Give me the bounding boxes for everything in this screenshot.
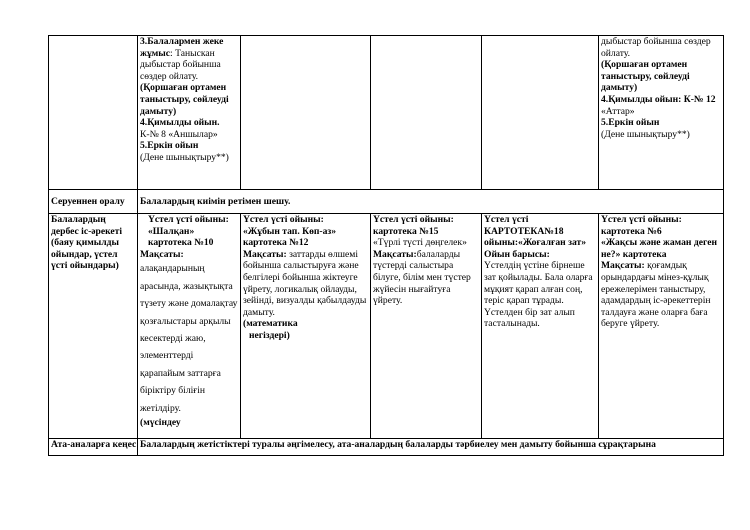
col5-area: (Қоршаған ортамен таныстыру, сөйлеуді дамыту) xyxy=(601,59,690,94)
act1-title3: картотека №10 xyxy=(148,237,214,249)
activity-col3 xyxy=(371,214,482,439)
act4-title1: Үстел үсті xyxy=(484,214,529,225)
act3-goal-label: Мақсаты: xyxy=(373,248,417,260)
col5-game4-text: «Аттар» xyxy=(601,105,635,117)
act2-area1: (математика xyxy=(243,318,298,330)
act5-goal-text: қоғамдық орындардағы мінез-құлық ережелерімен таныстыру, адамдардың іс-әрекеттерін талдауға және оларға баға беруге үйрету. xyxy=(601,260,711,330)
activity-col4 xyxy=(482,214,599,439)
act1-area: (мүсіндеу xyxy=(140,417,181,429)
col5-text1: дыбыстар бойынша сөздер ойлату. xyxy=(601,36,711,59)
game3-text: : Таныскан дыбыстар бойынша сөздер ойлату. xyxy=(140,47,221,82)
table-row-parents xyxy=(49,439,724,456)
col5-game4-title: 4.Қимылды ойын: К-№ 12 xyxy=(601,93,716,105)
act1-goal-label: Мақсаты: xyxy=(140,248,184,260)
activity-col5 xyxy=(599,214,724,439)
table-row-activity xyxy=(49,214,724,439)
cell-empty-col4 xyxy=(482,36,599,190)
cell-games-col5 xyxy=(599,36,724,190)
act4-process-label: Ойын барысы: xyxy=(484,248,550,260)
act3-title2: картотека №15 xyxy=(373,225,439,237)
act4-process-text: Үстелдің үстіне бірнеше зат қойылады. Бала оларға мұқият қарап алған соң, теріс қарап тұрады. Үстелден бір зат алып тасталынады. xyxy=(484,260,593,330)
cell-empty-label xyxy=(49,36,138,190)
act3-title3: «Түрлі түсті дөңгелек» xyxy=(373,237,467,249)
act2-goal-text: заттарды өлшемі бойынша салыстыруға және белгілері бойынша жіктеуге үйрету, логикалық ойлауды, зейінді, визуалды қабылдауды дамыту. xyxy=(243,248,367,318)
parents-text: Балалардың жетістіктері туралы әңгімелесу, ата-аналардың балаларды тәрбиелеу мен дамыту бойынша сұрақтарына xyxy=(138,439,724,456)
cell-games-col1 xyxy=(138,36,241,190)
act5-title3: «Жақсы және жаман деген не?» картотека xyxy=(601,237,717,260)
act3-goal-text: балаларды түстерді салыстыра білуге, білім мен түстер жүйесін нығайтуға үйрету. xyxy=(373,248,471,307)
act2-title2: «Жұбын тап. Көп-аз» xyxy=(243,225,337,237)
game4-title: 4.Қимылды ойын. xyxy=(140,117,220,129)
act2-area2: негіздері) xyxy=(249,329,290,341)
act5-goal-label: Мақсаты: xyxy=(601,260,645,272)
schedule-table xyxy=(48,35,724,456)
act1-title2: «Шалқан» xyxy=(148,225,195,237)
act1-title1: Үстел үсті ойыны: xyxy=(148,214,229,225)
table-row-games xyxy=(49,36,724,190)
col5-game5-title: 5.Еркін ойын xyxy=(601,117,660,129)
walk-text: Балалардың киімін ретімен шешу. xyxy=(138,190,724,214)
act1-goal-text: алақандарының арасында, жазықтықта түзету және домалақтау қозғалыстары арқылы кесектерді жаю, элементтерді қарапайым заттарға біріктіру біліғін жетілдіру. xyxy=(140,263,238,414)
act2-goal-label: Мақсаты: xyxy=(243,248,287,260)
act4-title2: КАРТОТЕКА№18 xyxy=(484,225,564,237)
game3-title: 3.Балалармен жеке жұмыс xyxy=(140,36,224,59)
walk-label: Серуеннен оралу xyxy=(49,190,138,214)
act2-title1: Үстел үсті ойыны: xyxy=(243,214,324,225)
act4-title3: ойыны:«Жоғалған зат» xyxy=(484,237,586,249)
parents-label: Ата-аналарға кеңес xyxy=(49,439,138,456)
activity-label: Балалардың дербес іс-әрекеті (баяу қимылды ойындар, үстел үсті ойындары) xyxy=(49,214,138,439)
act2-title3: картотека №12 xyxy=(243,237,309,249)
activity-col2 xyxy=(241,214,371,439)
game5-title: 5.Еркін ойын xyxy=(140,140,199,152)
act5-title2: картотека №6 xyxy=(601,225,662,237)
table-row-walk xyxy=(49,190,724,214)
game5-text: (Дене шынықтыру**) xyxy=(140,151,229,163)
act3-title1: Үстел үсті ойыны: xyxy=(373,214,454,225)
activity-col1 xyxy=(138,214,241,439)
game3-area: (Қоршаған ортамен таныстыру, сөйлеуді дамыту) xyxy=(140,82,229,117)
act5-title1: Үстел үсті ойыны: xyxy=(601,214,682,225)
col5-game5-text: (Дене шынықтыру**) xyxy=(601,128,690,140)
cell-empty-col3 xyxy=(371,36,482,190)
game4-text: К-№ 8 «Аншылар» xyxy=(140,128,218,140)
cell-empty-col2 xyxy=(241,36,371,190)
